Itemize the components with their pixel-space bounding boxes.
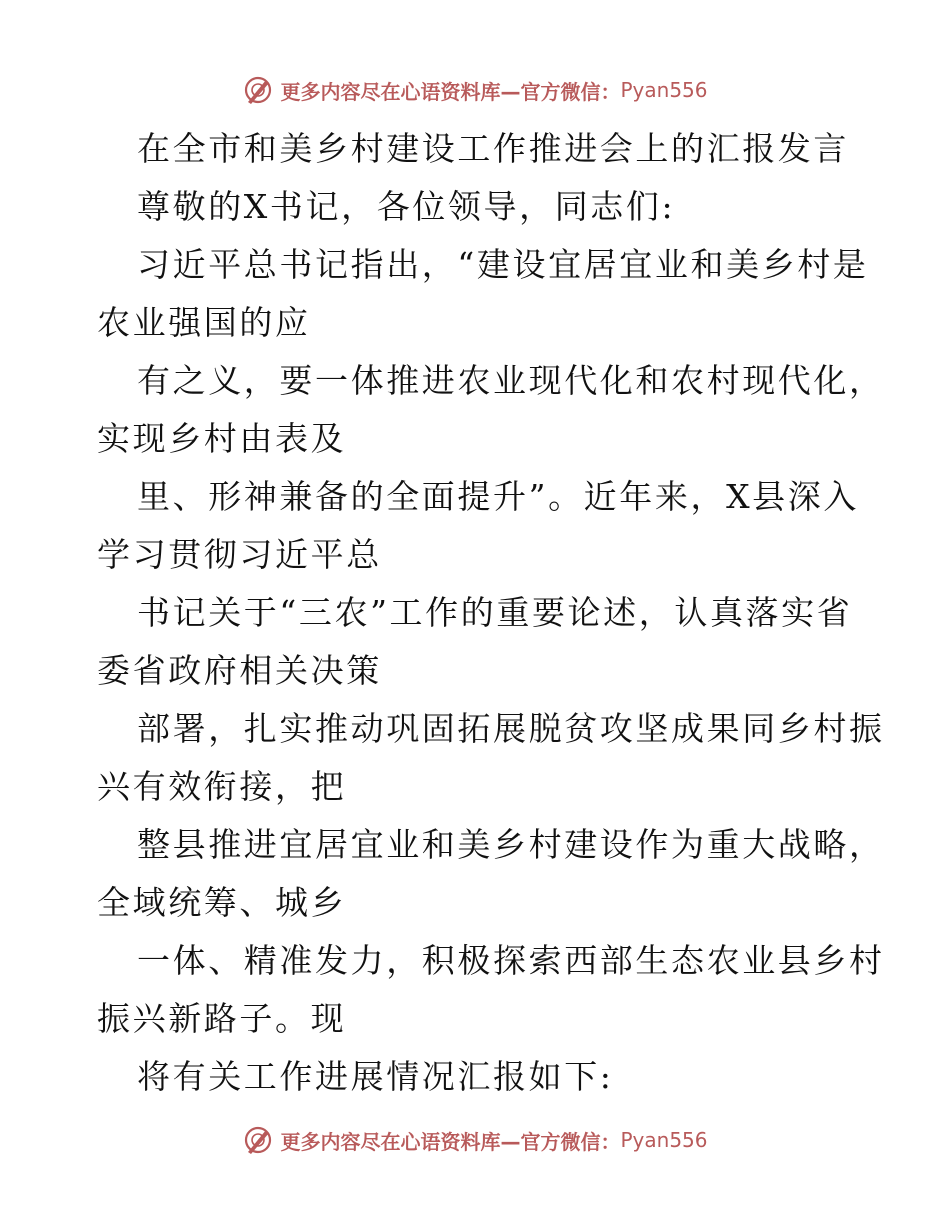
salutation: 尊敬的X书记，各位领导，同志们: — [137, 187, 676, 226]
paragraph-line: 习近平总书记指出，“建设宜居宜业和美乡村是 — [137, 245, 869, 284]
paragraph-line: 里、形神兼备的全面提升”。近年来，X县深入 — [137, 477, 859, 516]
paragraph-line: 实现乡村由表及 — [97, 419, 347, 458]
paragraph-line: 整县推进宜居宜业和美乡村建设作为重大战略， — [137, 825, 885, 864]
paragraph-line: 委省政府相关决策 — [97, 651, 382, 690]
watermark-banner-bottom — [0, 1120, 950, 1160]
paragraph-line: 全域统筹、城乡 — [97, 883, 347, 922]
watermark-handle: Pyan556 — [620, 78, 708, 102]
paragraph-line: 学习贯彻习近平总 — [97, 535, 382, 574]
paragraph-line: 书记关于“三农”工作的重要论述，认真落实省 — [137, 593, 853, 632]
watermark-handle: Pyan556 — [620, 1128, 708, 1152]
paragraph-line: 振兴新路子。现 — [97, 999, 347, 1038]
pen-logo-icon — [242, 1124, 274, 1156]
paragraph-line: 将有关工作进展情况汇报如下: — [137, 1057, 614, 1096]
watermark-banner-top — [0, 70, 950, 110]
document-body — [97, 120, 885, 1106]
document-title: 在全市和美乡村建设工作推进会上的汇报发言 — [137, 129, 849, 168]
watermark-text: 更多内容尽在心语资料库—官方微信： — [280, 1129, 621, 1154]
paragraph-line: 农业强国的应 — [97, 303, 311, 342]
paragraph-line: 一体、精准发力，积极探索西部生态农业县乡村 — [137, 941, 885, 980]
paragraph-line: 兴有效衔接，把 — [97, 767, 347, 806]
watermark-text: 更多内容尽在心语资料库—官方微信： — [280, 79, 621, 104]
pen-logo-icon — [242, 74, 274, 106]
paragraph-line: 部署，扎实推动巩固拓展脱贫攻坚成果同乡村振 — [137, 709, 885, 748]
paragraph-line: 有之义，要一体推进农业现代化和农村现代化， — [137, 361, 885, 400]
